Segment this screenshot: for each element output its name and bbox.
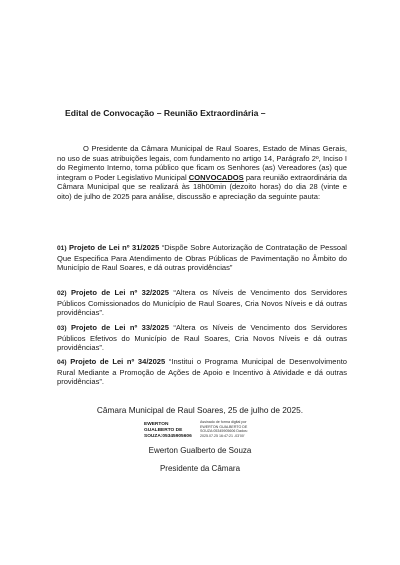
signer-name: Ewerton Gualberto de Souza [148, 446, 252, 455]
intro-text-end: para reunião extraordinária da Câmara Municipal que se realizará às 18h00min (dezoito horas) do dia 28 (vinte e oito) de julho de 2025 para análise, discussão e apreciação da seguinte pauta: [57, 172, 347, 201]
item-label: Projeto de Lei nº 32/2025 [70, 288, 169, 297]
digital-signature-details: Assinado de forma digital por EWERTON GUALBERTO DE SOUZA:05345905606 Dados: 2025.07.25 16:47:21 -03'00' [200, 420, 248, 438]
place-date: Câmara Municipal de Raul Soares, 25 de julho de 2025. [96, 405, 304, 415]
item-number: 02) [57, 290, 67, 297]
intro-text-start: O Presidente da Câmara Municipal de Raul Soares, Estado de Minas Gerais, no uso de suas atribuições legais, com fundamento no artigo 14, Parágrafo 2º, Inciso I do Regimento Interno, torna público que ficam os Senhores (as) Vereadores (as) que integram o Poder Legislativo Municipal [57, 144, 347, 182]
item-text: “Institui o Programa Municipal de Desenvolvimento Rural Mediante a Promoção de Ações de Apoio e Incentivo à Atividade e dá outras providências”. [57, 357, 347, 387]
agenda-item-2 [57, 288, 347, 318]
item-text: “Altera os Níveis de Vencimento dos Servidores Públicos Comissionados do Município de Raul Soares, Cria Novos Níveis e dá outras providências”. [57, 288, 347, 318]
item-number: 04) [57, 359, 67, 366]
item-label: Projeto de Lei nº 34/2025 [70, 357, 166, 366]
agenda-item-1 [57, 243, 347, 273]
intro-paragraph [57, 144, 347, 202]
signer-role: Presidente da Câmara [159, 464, 241, 473]
item-number: 03) [57, 325, 67, 332]
item-text: “Dispõe Sobre Autorização de Contratação de Pessoal Que Especifica Para Atendimento de Obras Públicas de Pavimentação no Âmbito do Município de Raul Soares, e dá outras providências” [57, 243, 347, 273]
document-title: Edital de Convocação – Reunião Extraordinária – [65, 108, 266, 118]
digital-signature-name: EWERTON GUALBERTO DE SOUZA:05345905606 [144, 422, 192, 439]
convocados-highlight: CONVOCADOS [188, 172, 244, 182]
agenda-item-4 [57, 357, 347, 387]
item-number: 01) [57, 245, 67, 252]
item-label: Projeto de Lei nº 33/2025 [70, 323, 169, 332]
agenda-item-3 [57, 323, 347, 353]
item-text: “Altera os Níveis de Vencimento dos Servidores Públicos Efetivos do Município de Raul Soares, Cria Novos Níveis e dá outras providências”. [57, 323, 347, 353]
item-label: Projeto de Lei nº 31/2025 [69, 243, 160, 252]
